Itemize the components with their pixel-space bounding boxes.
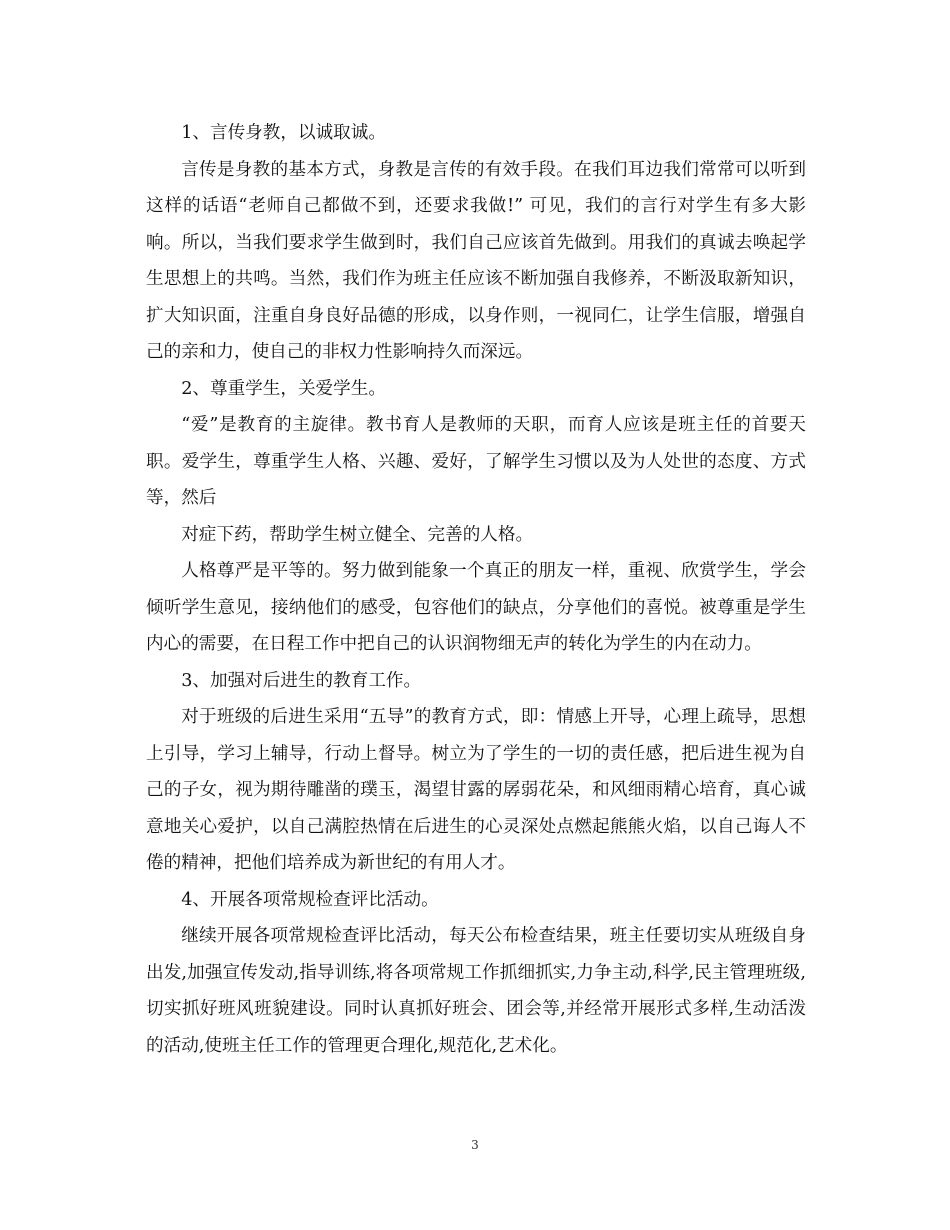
section-heading-1: 1、言传身教，以诚取诚。 bbox=[181, 123, 386, 143]
section-heading-4: 4、开展各项常规检查评比活动。 bbox=[181, 889, 439, 910]
paragraph: “爱”是教育的主旋律。教书育人是教师的天职，而育人应该是班主任的首要天职。爱学生，尊重学生人格、兴趣、爱好，了解学生习惯以及为人处世的态度、方式等，然后 bbox=[146, 415, 806, 508]
paragraph: 言传是身教的基本方式，身教是言传的有效手段。在我们耳边我们常常可以听到这样的话语“老师自己都做不到，还要求我做!” 可见，我们的言行对学生有多大影响。所以，当我们要求学生做到时，我们自己应该首先做到。用我们的真诚去唤起学生思想上的共鸣。当然，我们作为班主任应该不断加强自我修养，不断汲取新知识，扩大知识面，注重自身良好品德的形成，以身作则，一视同仁，让学生信服，增强自己的亲和力，使自己的非权力性影响持久而深远。 bbox=[146, 159, 806, 362]
paragraph: 对症下药，帮助学生树立健全、完善的人格。 bbox=[181, 524, 534, 545]
body-text bbox=[146, 115, 806, 1064]
page-number: 3 bbox=[471, 1138, 479, 1152]
section-heading-3: 3、加强对后进生的教育工作。 bbox=[181, 670, 422, 691]
paragraph: 对于班级的后进生采用“五导”的教育方式，即：情感上开导，心理上疏导，思想上引导，学习上辅导，行动上督导。树立为了学生的一切的责任感，把后进生视为自己的子女，视为期待雕凿的璞玉，渴望甘露的孱弱花朵，和风细雨精心培育，真心诚意地关心爱护，以自己满腔热情在后进生的心灵深处点燃起熊熊火焰，以自己诲人不倦的精神，把他们培养成为新世纪的有用人才。 bbox=[146, 707, 806, 873]
paragraph: 继续开展各项常规检查评比活动，每天公布检查结果，班主任要切实从班级自身出发,加强宣传发动,指导训练,将各项常规工作抓细抓实,力争主动,科学,民主管理班级,切实抓好班风班貌建设。同时认真抓好班会、团会等,并经常开展形式多样,生动活泼的活动,使班主任工作的管理更合理化,规范化,艺术化。 bbox=[146, 926, 806, 1056]
section-heading-2: 2、尊重学生，关爱学生。 bbox=[181, 378, 386, 399]
paragraph: 人格尊严是平等的。努力做到能象一个真正的朋友一样，重视、欣赏学生，学会倾听学生意见，接纳他们的感受，包容他们的缺点，分享他们的喜悦。被尊重是学生内心的需要，在日程工作中把自己的认识润物细无声的转化为学生的内在动力。 bbox=[146, 561, 806, 654]
